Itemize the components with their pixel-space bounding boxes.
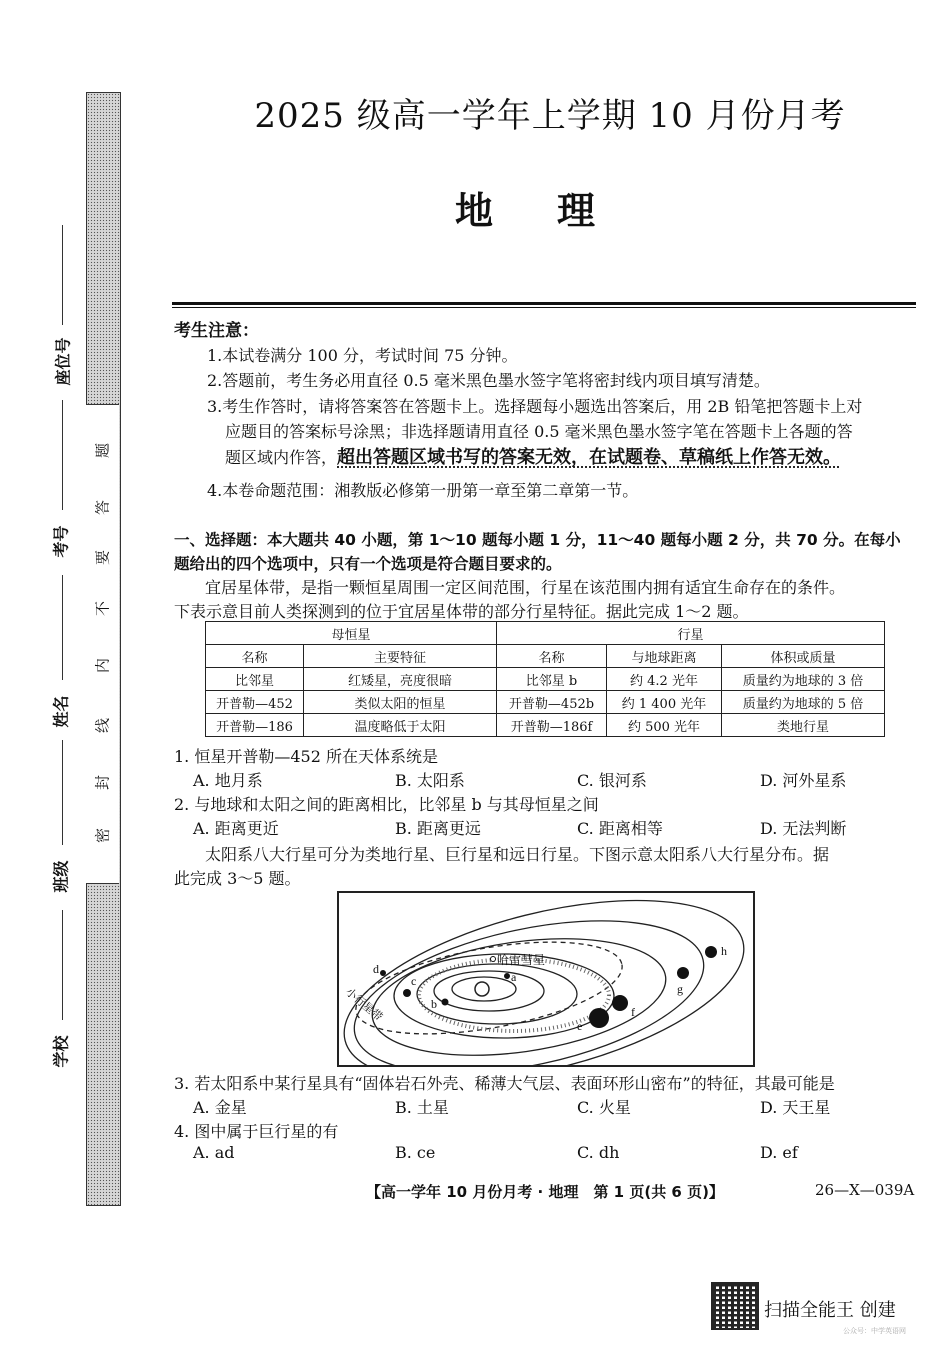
notice-item: 3.考生作答时，请将答案答在答题卡上。选择题每小题选出答案后，用 2B 铅笔把答题卡上对	[207, 397, 863, 416]
solar-system-svg	[339, 893, 753, 1065]
table-cell: 类似太阳的恒星	[304, 691, 497, 714]
seal-char: 答	[93, 500, 112, 516]
label-e: e	[577, 1019, 583, 1033]
table-cell: 温度略低于太阳	[304, 714, 497, 737]
seal-char: 线	[93, 718, 112, 734]
seal-char: 内	[93, 658, 112, 674]
school-label: 学校	[51, 1035, 71, 1068]
seal-area	[86, 404, 119, 884]
section-heading: 题给出的四个选项中，只有一个选项是符合题目要求的。	[174, 555, 562, 573]
table-cell: 开普勒—452	[206, 691, 304, 714]
seal-char: 要	[93, 550, 112, 566]
seal-char: 题	[93, 443, 112, 459]
notice-item-text: 题区域内作答，	[225, 448, 338, 467]
option-c[interactable]: C. 银河系	[577, 771, 647, 790]
school-line[interactable]	[62, 910, 63, 1020]
planet-f	[612, 995, 628, 1011]
planet-table	[205, 621, 885, 737]
halley-comet	[491, 957, 496, 962]
option-a[interactable]: A. ad	[193, 1143, 235, 1162]
option-d[interactable]: D. 无法判断	[760, 819, 847, 838]
option-b[interactable]: B. 土星	[395, 1098, 449, 1117]
section-heading: 一、选择题：本大题共 40 小题，第 1～10 题每小题 1 分，11～40 题每小题 2 分，共 70 分。在每小	[174, 531, 901, 549]
table-cell: 约 4.2 光年	[607, 668, 722, 691]
planet-e	[589, 1008, 609, 1028]
option-b[interactable]: B. 距离更远	[395, 819, 481, 838]
table-cell: 类地行星	[722, 714, 885, 737]
table-cell: 开普勒—186	[206, 714, 304, 737]
option-c[interactable]: C. dh	[577, 1143, 620, 1162]
name-label: 姓名	[51, 695, 71, 728]
table-cell: 比邻星 b	[497, 668, 607, 691]
table-row	[206, 714, 885, 737]
class-label: 班级	[51, 860, 71, 893]
table-cell: 开普勒—186f	[497, 714, 607, 737]
scanner-credit: 扫描全能王 创建	[764, 1300, 896, 1321]
label-h: h	[721, 944, 727, 958]
option-d[interactable]: D. 河外星系	[760, 771, 847, 790]
label-d: d	[373, 962, 379, 976]
table-header: 主要特征	[304, 645, 497, 668]
exam-number-line[interactable]	[62, 400, 63, 510]
planet-a	[504, 973, 510, 979]
option-b[interactable]: B. 太阳系	[395, 771, 465, 790]
label-b: b	[431, 997, 437, 1011]
divider	[172, 307, 916, 308]
option-c[interactable]: C. 火星	[577, 1098, 631, 1117]
table-header: 体积或质量	[722, 645, 885, 668]
option-b[interactable]: B. ce	[395, 1143, 436, 1162]
class-line[interactable]	[62, 740, 63, 845]
sun	[475, 982, 489, 996]
passage-text: 太阳系八大行星可分为类地行星、巨行星和远日行星。下图示意太阳系八大行星分布。据	[205, 845, 830, 864]
planet-b	[442, 999, 449, 1006]
table-group-header: 行星	[497, 622, 885, 645]
seal-char: 不	[93, 601, 112, 617]
notice-item: 2.答题前，考生务必用直径 0.5 毫米黑色墨水签字笔将密封线内项目填写清楚。	[207, 371, 770, 390]
divider	[172, 302, 916, 305]
table-cell: 比邻星	[206, 668, 304, 691]
label-a: a	[511, 970, 517, 984]
option-a[interactable]: A. 金星	[193, 1098, 247, 1117]
table-cell: 红矮星，亮度很暗	[304, 668, 497, 691]
seal-char: 密	[93, 828, 112, 844]
notice-item: 4.本卷命题范围：湘教版必修第一册第一章至第二章第一节。	[207, 481, 639, 500]
watermark: 公众号：中学英语网	[843, 1327, 906, 1335]
passage-text: 宜居星体带，是指一颗恒星周围一定区间范围，行星在该范围内拥有适宜生命存在的条件。	[205, 578, 846, 597]
planet-c	[403, 989, 411, 997]
page-footer: 【高一学年 10 月份月考 · 地理 第 1 页(共 6 页)】	[366, 1183, 724, 1201]
seat-number-line[interactable]	[62, 225, 63, 325]
table-row	[206, 691, 885, 714]
notice-item: 应题目的答案标号涂黑；非选择题请用直径 0.5 毫米黑色墨水签字笔在答题卡上各题的答	[225, 422, 853, 441]
table-row	[206, 668, 885, 691]
solar-system-diagram	[337, 891, 755, 1067]
orbit	[341, 893, 717, 1065]
option-d[interactable]: D. 天王星	[760, 1098, 831, 1117]
table-header: 名称	[206, 645, 304, 668]
question-stem: 1. 恒星开普勒—452 所在天体系统是	[174, 747, 438, 766]
table-cell: 质量约为地球的 5 倍	[722, 691, 885, 714]
option-d[interactable]: D. ef	[760, 1143, 798, 1162]
label-f: f	[631, 1005, 635, 1019]
label-halley: 哈雷彗星	[497, 953, 546, 967]
planet-g	[677, 967, 689, 979]
name-line[interactable]	[62, 575, 63, 680]
question-stem: 3. 若太阳系中某行星具有“固体岩石外壳、稀薄大气层、表面环形山密布”的特征，其最可能是	[174, 1074, 835, 1093]
seat-number-label: 座位号	[53, 337, 73, 386]
question-stem: 4. 图中属于巨行星的有	[174, 1122, 339, 1141]
exam-title: 2025 级高一学年上学期 10 月份月考	[254, 96, 846, 136]
passage-text: 此完成 3～5 题。	[174, 869, 301, 888]
table-group-header: 母恒星	[206, 622, 497, 645]
table-header: 名称	[497, 645, 607, 668]
notice-emphasis: 超出答题区域书写的答案无效，在试题卷、草稿纸上作答无效。	[337, 447, 842, 468]
subject-title: 地理	[455, 189, 660, 233]
orbit	[339, 893, 753, 1065]
table-cell: 约 1 400 光年	[607, 691, 722, 714]
exam-code: 26—X—039A	[815, 1181, 915, 1199]
qr-code-icon	[711, 1282, 759, 1330]
notice-heading: 考生注意：	[174, 321, 259, 341]
table-cell: 质量约为地球的 3 倍	[722, 668, 885, 691]
notice-item: 1.本试卷满分 100 分，考试时间 75 分钟。	[207, 346, 518, 365]
orbit	[417, 964, 577, 1024]
question-stem: 2. 与地球和太阳之间的距离相比，比邻星 b 与其母恒星之间	[174, 795, 599, 814]
table-cell: 开普勒—452b	[497, 691, 607, 714]
table-header: 与地球距离	[607, 645, 722, 668]
table-cell: 约 500 光年	[607, 714, 722, 737]
option-a[interactable]: A. 距离更近	[193, 819, 279, 838]
label-g: g	[677, 982, 683, 996]
label-c: c	[411, 974, 417, 988]
passage-text: 下表示意目前人类探测到的位于宜居星体带的部分行星特征。据此完成 1～2 题。	[174, 602, 749, 621]
option-c[interactable]: C. 距离相等	[577, 819, 663, 838]
exam-number-label: 考号	[51, 525, 71, 558]
planet-h	[705, 946, 717, 958]
planet-d	[380, 970, 386, 976]
notice-item	[225, 443, 841, 469]
option-a[interactable]: A. 地月系	[193, 771, 263, 790]
seal-char: 封	[93, 775, 112, 791]
label-asteroid-belt: 小行星带	[343, 986, 385, 1024]
